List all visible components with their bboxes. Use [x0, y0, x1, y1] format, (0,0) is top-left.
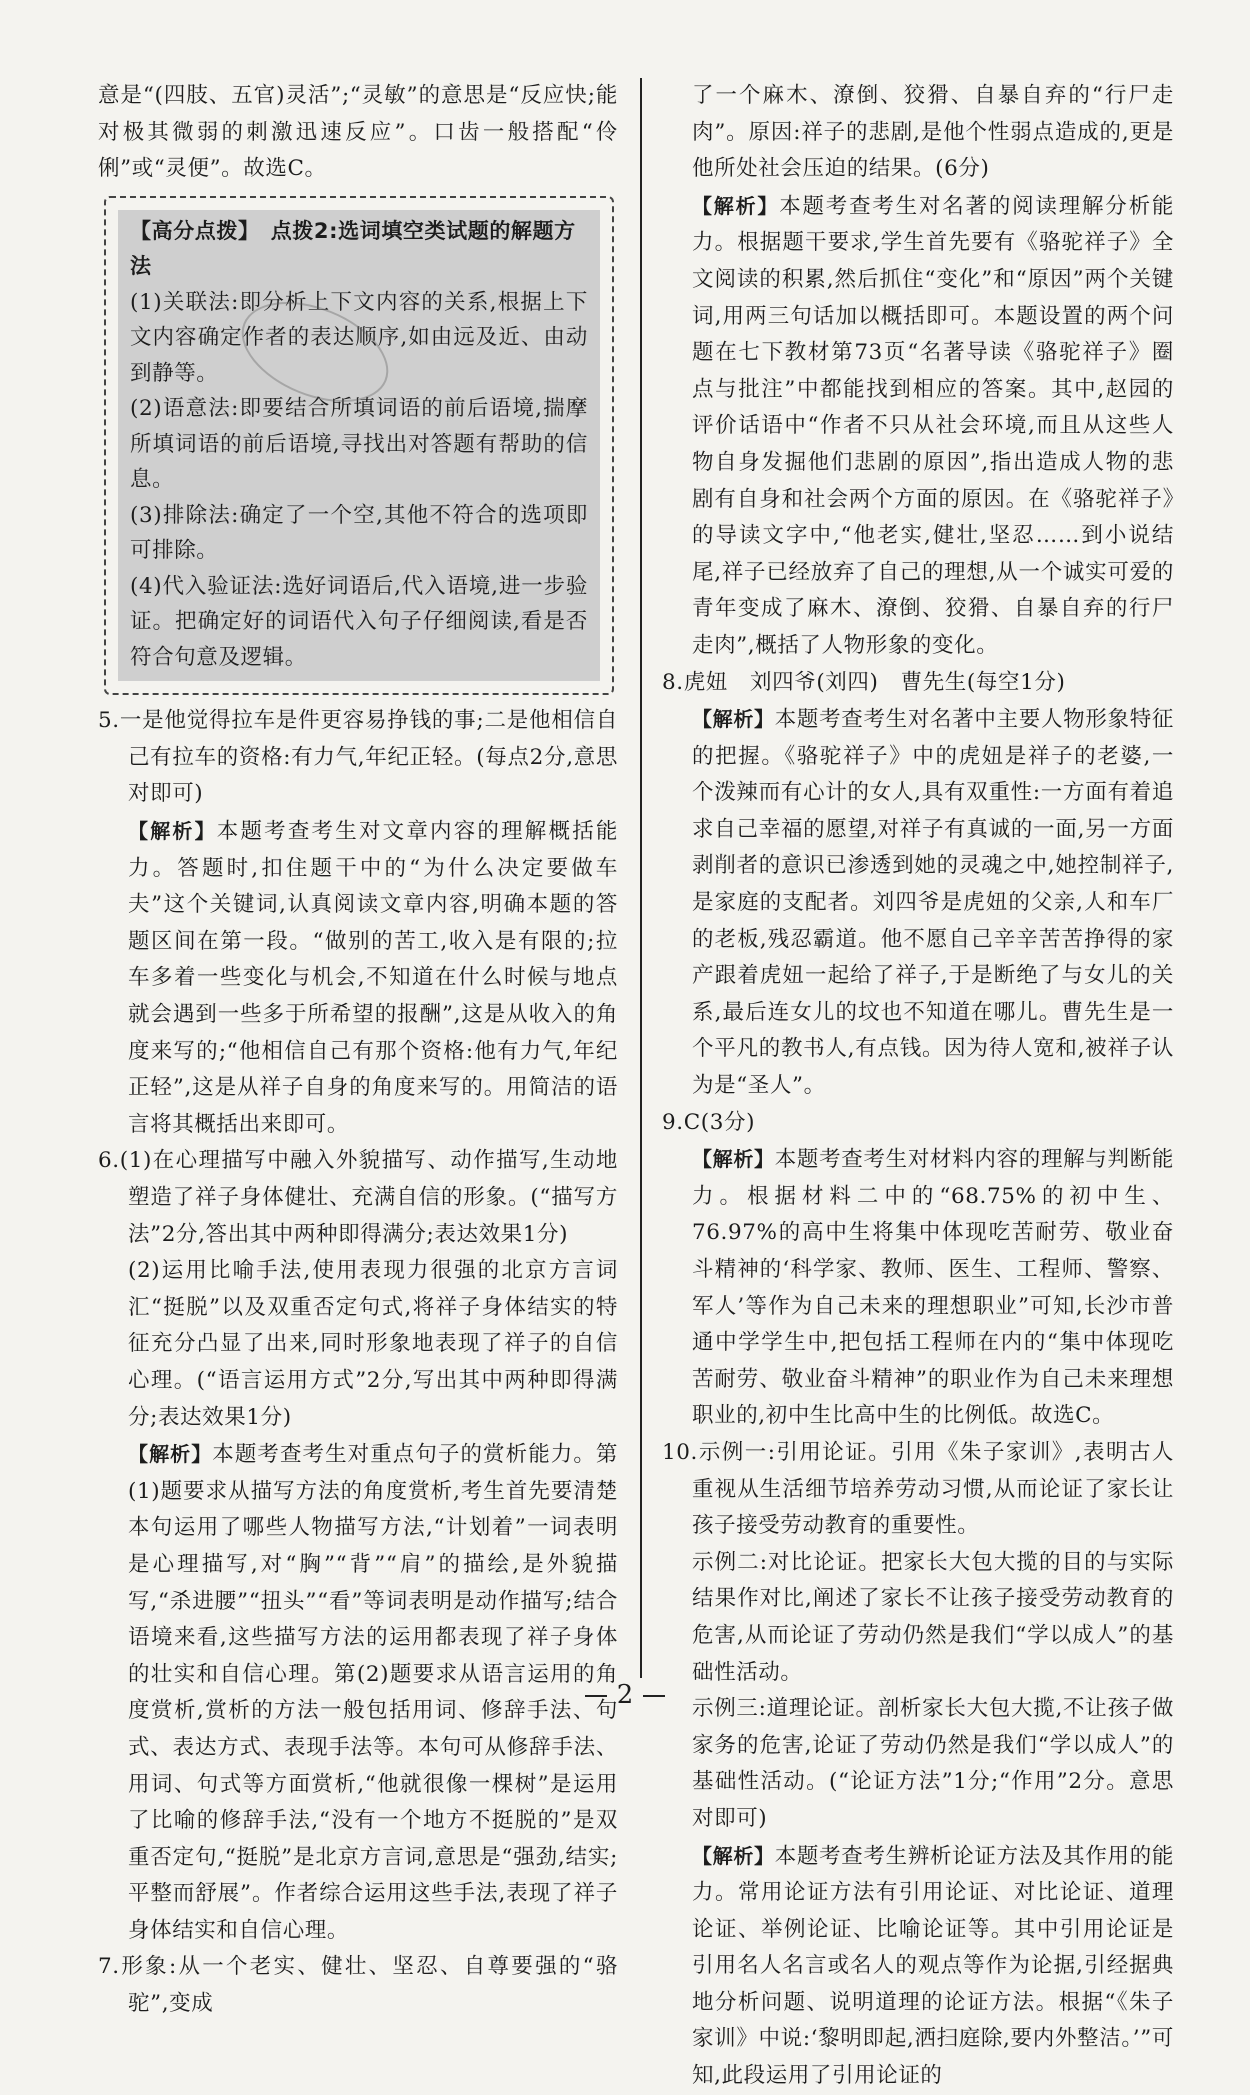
tip-title	[130, 214, 588, 285]
analysis-tag: 【解析】	[692, 1843, 775, 1868]
column-divider	[640, 78, 642, 1678]
analysis-tag: 【解析】	[692, 193, 780, 218]
q7-answer-continued: 了一个麻木、潦倒、狡猾、自暴自弃的“行尸走肉”。原因:祥子的悲剧,是他个性弱点造成的,更是他所处社会压迫的结果。(6分)	[692, 83, 1174, 182]
page-number	[0, 1680, 1250, 1710]
q5-analysis	[98, 813, 618, 1143]
intro-paragraph: 意是“(四肢、五官)灵活”;“灵敏”的意思是“反应快;能对极其微弱的刺激迅速反应”。口齿一般搭配“伶俐”或“灵便”。故选C。	[98, 83, 618, 182]
q9-answer: 9.C(3分)	[662, 1109, 756, 1135]
tip-box-content	[118, 210, 600, 682]
analysis-text: 本题考查考生对名著中主要人物形象特征的把握。《骆驼祥子》中的虎妞是祥子的老婆,一个泼辣而有心计的女人,具有双重性:一方面有着追求自己幸福的愿望,对祥子有真诚的一面,另一方面剥削者的意识已渗透到她的灵魂之中,她控制祥子,是家庭的支配者。刘四爷是虎妞的父亲,人和车厂的老板,残忍霸道。他不愿自己辛辛苦苦挣得的家产跟着虎妞一起给了祥子,于是断绝了与女儿的关系,最后连女儿的坟也不知道在哪儿。曹先生是一个平凡的教书人,有点钱。因为待人宽和,被祥子认为是“圣人”。	[692, 707, 1174, 1099]
tip-box	[104, 196, 614, 696]
analysis-text: 本题考查考生对重点句子的赏析能力。第(1)题要求从描写方法的角度赏析,考生首先要清楚本句运用了哪些人物描写方法,“计划着”一词表明是心理描写,对“胸”“背”“肩”的描绘,是外貌描写,“杀进腰”“扭头”“看”等词表明是动作描写;结合语境来看,这些描写方法的运用都表现了祥子身体的壮实和自信心理。第(2)题要求从语言运用的角度赏析,赏析的方法一般包括用词、修辞手法、句式、表达方式、表现手法等。本句可从修辞手法、用词、句式等方面赏析,“他就很像一棵树”是运用了比喻的修辞手法,“没有一个地方不挺脱的”是双重否定句,“挺脱”是北京方言词,意思是“强劲,结实;平整而舒展”。作者综合运用这些手法,表现了祥子身体结实和自信心理。	[128, 1442, 618, 1943]
tip-line: (1)关联法:即分析上下文内容的关系,根据上下文内容确定作者的表达顺序,如由远及近、由动到静等。	[130, 289, 588, 386]
tip-heading: 点拨2:选词填空类试题的解题方法	[130, 218, 576, 279]
q10-example-1: 10.示例一:引用论证。引用《朱子家训》,表明古人重视从生活细节培养劳动习惯,从而论证了家长让孩子接受劳动教育的重要性。	[662, 1439, 1174, 1539]
analysis-tag: 【解析】	[692, 1147, 775, 1172]
q10-analysis	[662, 1838, 1174, 2095]
tip-line: (2)语意法:即要结合所填词语的前后语境,揣摩所填词语的前后语境,寻找出对答题有帮助的信息。	[130, 396, 588, 493]
page-number-text: 2	[616, 1680, 634, 1710]
dash-left	[585, 1695, 607, 1697]
left-column	[98, 78, 618, 2023]
analysis-tag: 【解析】	[128, 819, 217, 844]
dash-right	[643, 1695, 665, 1697]
analysis-tag: 【解析】	[128, 1442, 213, 1467]
q6-answer-1: 6.(1)在心理描写中融入外貌描写、动作描写,生动地塑造了祥子身体健壮、充满自信的形象。(“描写方法”2分,答出其中两种即得满分;表达效果1分)	[98, 1148, 618, 1247]
q8-analysis	[662, 701, 1174, 1105]
analysis-tag: 【解析】	[692, 707, 775, 732]
q10-example-3: 示例三:道理论证。剖析家长大包大揽,不让孩子做家务的危害,论证了劳动仍然是我们“学以成人”的基础性活动。(“论证方法”1分;“作用”2分。意思对即可)	[692, 1696, 1174, 1831]
analysis-text: 本题考查考生对文章内容的理解概括能力。答题时,扣住题干中的“为什么决定要做车夫”这个关键词,认真阅读文章内容,明确本题的答题区间在第一段。“做别的苦工,收入是有限的;拉车多着一些变化与机会,不知道在什么时候与地点就会遇到一些多于所希望的报酬”,这是从收入的角度来写的;“他相信自己有那个资格:他有力气,年纪正轻”,这是从祥子自身的角度来写的。用简洁的语言将其概括出来即可。	[128, 819, 618, 1137]
q5-answer: 5.一是他觉得拉车是件更容易挣钱的事;二是他相信自己有拉车的资格:有力气,年纪正轻。(每点2分,意思对即可)	[98, 708, 618, 807]
tip-tag: 【高分点拨】	[130, 218, 250, 243]
q6-answer-2: (2)运用比喻手法,使用表现力很强的北京方言词汇“挺脱”以及双重否定句式,将祥子身体结实的特征充分凸显了出来,同时形象地表现了祥子的自信心理。(“语言运用方式”2分,写出其中两种即得满分;表达效果1分)	[128, 1258, 618, 1430]
q7-answer-start: 7.形象:从一个老实、健壮、坚忍、自尊要强的“骆驼”,变成	[98, 1954, 618, 2017]
analysis-text: 本题考查考生对名著的阅读理解分析能力。根据题干要求,学生首先要有《骆驼祥子》全文阅读的积累,然后抓住“变化”和“原因”两个关键词,用两三句话加以概括即可。本题设置的两个问题在七下教材第73页“名著导读《骆驼祥子》圈点与批注”中都能找到相应的答案。其中,赵园的评价话语中“作者不只从社会环境,而且从这些人物自身发掘他们悲剧的原因”,指出造成人物的悲剧有自身和社会两个方面的原因。在《骆驼祥子》的导读文字中,“他老实,健壮,坚忍……到小说结尾,祥子已经放弃了自己的理想,从一个诚实可爱的青年变成了麻木、潦倒、狡猾、自暴自弃的行尸走肉”,概括了人物形象的变化。	[692, 193, 1175, 658]
q8-answer: 8.虎妞 刘四爷(刘四) 曹先生(每空1分)	[662, 669, 1066, 695]
tip-line: (3)排除法:确定了一个空,其他不符合的选项即可排除。	[130, 502, 588, 564]
analysis-text: 本题考查考生辨析论证方法及其作用的能力。常用论证方法有引用论证、对比论证、道理论证、举例论证、比喻论证等。其中引用论证是引用名人名言或名人的观点等作为论据,引经据典地分析问题、说明道理的论证方法。根据“《朱子家训》中说:‘黎明即起,洒扫庭除,要内外整洁。’”可知,此段运用了引用论证的	[692, 1843, 1174, 2089]
analysis-text: 本题考查考生对材料内容的理解与判断能力。根据材料二中的“68.75%的初中生、76.97%的高中生将集中体现吃苦耐劳、敬业奋斗精神的‘科学家、教师、医生、工程师、警察、军人’等作为自己未来的理想职业”可知,长沙市普通中学学生中,把包括工程师在内的“集中体现吃苦耐劳、敬业奋斗精神”的职业作为自己未来理想职业的,初中生比高中生的比例低。故选C。	[692, 1147, 1174, 1429]
right-column	[662, 78, 1174, 2095]
q9-analysis	[662, 1141, 1174, 1435]
q7-analysis	[662, 188, 1174, 665]
q10-example-2: 示例二:对比论证。把家长大包大揽的目的与实际结果作对比,阐述了家长不让孩子接受劳动教育的危害,从而论证了劳动仍然是我们“学以成人”的基础性活动。	[692, 1549, 1174, 1685]
tip-line: (4)代入验证法:选好词语后,代入语境,进一步验证。把确定好的词语代入句子仔细阅读,看是否符合句意及逻辑。	[130, 573, 588, 670]
